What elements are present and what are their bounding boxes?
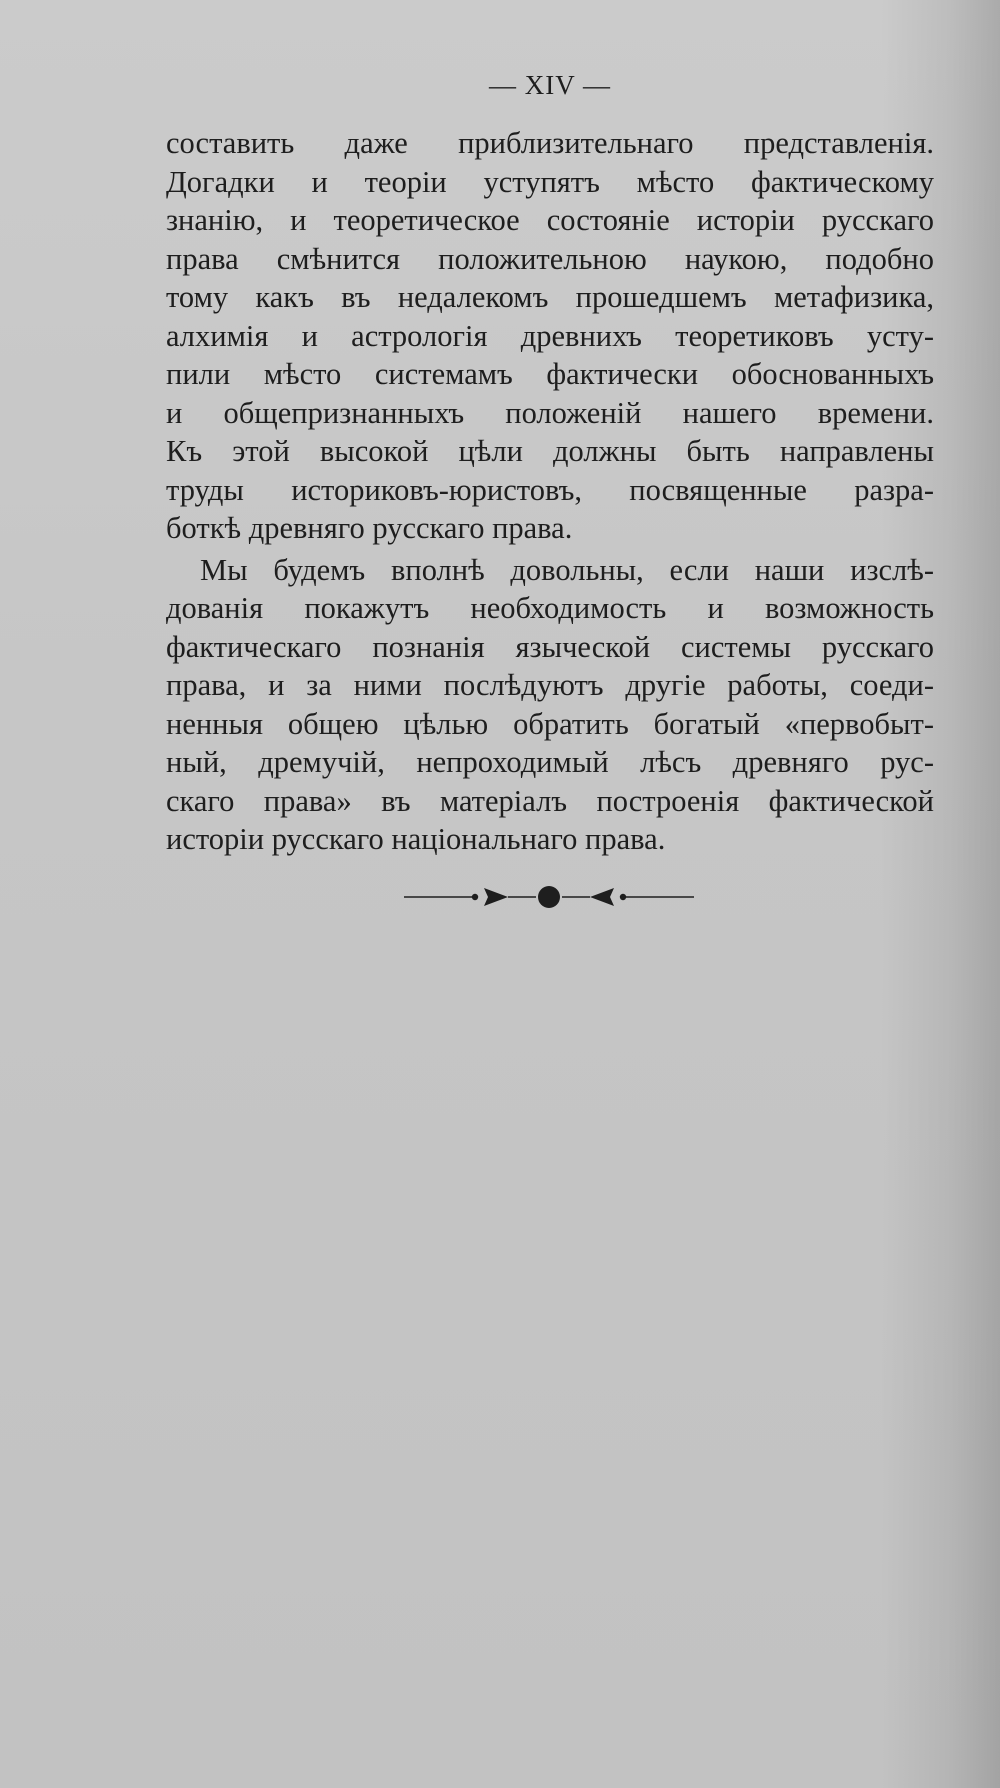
body-text	[166, 124, 934, 859]
text-line: знанію, и теоретическое состояніе исторіи русскаго	[166, 203, 934, 237]
text-line: тому какъ въ недалекомъ прошедшемъ метафизика,	[166, 280, 934, 314]
page-number: — XIV —	[488, 70, 611, 100]
paragraph-1	[166, 124, 934, 548]
text-line: дованія покажутъ необходимость и возможность	[166, 591, 934, 625]
text-line: пили мѣсто системамъ фактически обоснованныхъ	[166, 357, 934, 391]
text-line: права смѣнится положительною наукою, подобно	[166, 241, 934, 276]
text-line: труды историковъ-юристовъ, посвященные разра-	[166, 472, 934, 507]
fleuron-divider-icon	[404, 880, 694, 914]
text-line: боткѣ древняго русскаго права.	[166, 511, 573, 545]
text-line: и общепризнанныхъ положеній нашего времени.	[166, 395, 934, 430]
text-line: права, и за ними послѣдуютъ другіе работы, соеди-	[166, 668, 934, 702]
text-line: исторіи русскаго національнаго права.	[166, 822, 666, 856]
text-line: алхимія и астрологія древнихъ теоретиковъ усту-	[166, 318, 934, 353]
text-line: скаго права» въ матеріалъ построенія фактической	[166, 783, 934, 818]
paragraph-2	[166, 551, 934, 859]
text-line: ненныя общею цѣлью обратить богатый «первобыт-	[166, 706, 934, 741]
text-line: составить даже приблизительнаго представленія.	[166, 126, 934, 160]
text-line: Къ этой высокой цѣли должны быть направлены	[166, 434, 934, 468]
text-line: Догадки и теоріи уступятъ мѣсто фактическому	[166, 164, 934, 199]
text-line: фактическаго познанія языческой системы русскаго	[166, 629, 934, 664]
text-line: ный, дремучій, непроходимый лѣсъ древняго рус-	[166, 745, 934, 779]
text-line: Мы будемъ вполнѣ довольны, если наши изслѣ-	[200, 552, 934, 587]
